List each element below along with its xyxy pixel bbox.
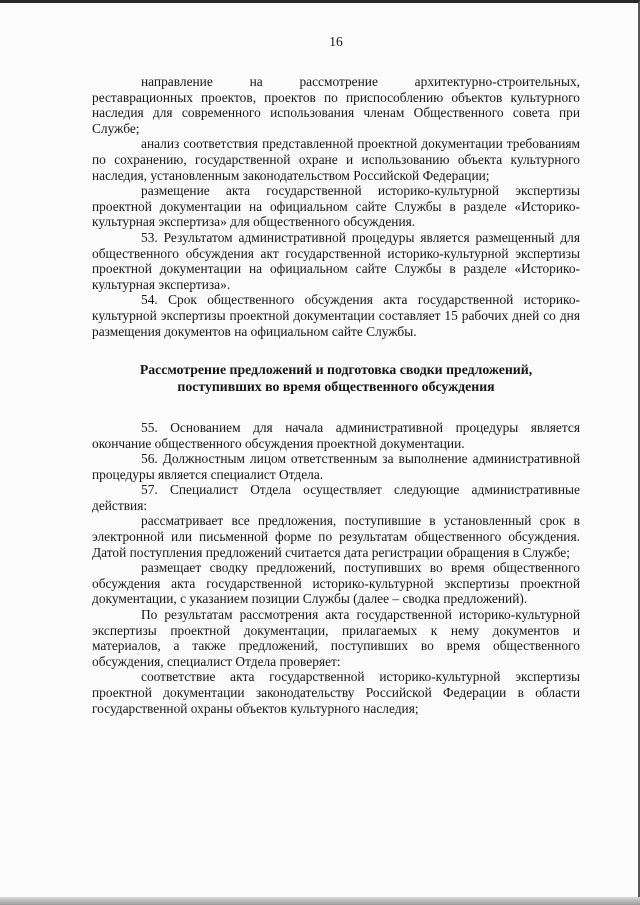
paragraph-post-summary: размещает сводку предложений, поступивших во время общественного обсуждения акта государственной историко-культурной экспертизы проектной документации, с указанием позиции Службы (далее – сводка предложений). (92, 560, 580, 607)
paragraph-compliance: соответствие акта государственной историко-культурной экспертизы проектной документации законодательству Российской Федерации в области государственной охраны объектов культурного наследия; (92, 669, 580, 716)
section-heading-line-1: Рассмотрение предложений и подготовка сводки предложений, (139, 362, 533, 378)
paragraph-57: 57. Специалист Отдела осуществляет следующие административные действия: (92, 482, 580, 513)
section-heading-line-2: поступивших во время общественного обсуждения (177, 378, 495, 394)
paragraph-publication: размещение акта государственной историко-культурной экспертизы проектной документации на официальном сайте Службы в разделе «Историко-культурная экспертиза» для общественного обсуждения. (92, 183, 580, 230)
scan-bottom-shadow (0, 897, 640, 905)
paragraph-53: 53. Результатом административной процедуры является размещенный для общественного обсуждения акт государственной историко-культурной экспертизы проектной документации на официальном сайте Службы в разделе «Историко-культурная экспертиза». (92, 229, 580, 292)
paragraph-review-proposals: рассматривает все предложения, поступившие в установленный срок в электронной или письменной форме по результатам общественного обсуждения. Датой поступления предложений считается дата регистрации обращения в Службе; (92, 513, 580, 560)
paragraph-analysis: анализ соответствия представленной проектной документации требованиям по сохранению, государственной охране и использованию объекта культурного наследия, установленным законодательством Российской Федерации; (92, 136, 580, 183)
paragraph-55: 55. Основанием для начала административной процедуры является окончание общественного обсуждения проектной документации. (92, 419, 580, 451)
body-text (92, 74, 580, 716)
paragraph-56: 56. Должностным лицом ответственным за выполнение административной процедуры является специалист Отдела. (92, 451, 580, 482)
paragraph-referral: направление на рассмотрение архитектурно-строительных, реставрационных проектов, проектов по приспособлению объектов культурного наследия для современного использования членам Общественного совета при Службе; (92, 74, 580, 136)
page-number: 16 (329, 34, 343, 49)
paragraph-54: 54. Срок общественного обсуждения акта государственной историко-культурной экспертизы проектной документации составляет 15 рабочих дней со дня размещения документов на официальном сайте Службы. (92, 292, 580, 339)
paragraph-review-results: По результатам рассмотрения акта государственной историко-культурной экспертизы проектной документации, прилагаемых к нему документов и материалов, а также предложений, поступивших во время общественного обсуждения, специалист Отдела проверяет: (92, 607, 580, 669)
